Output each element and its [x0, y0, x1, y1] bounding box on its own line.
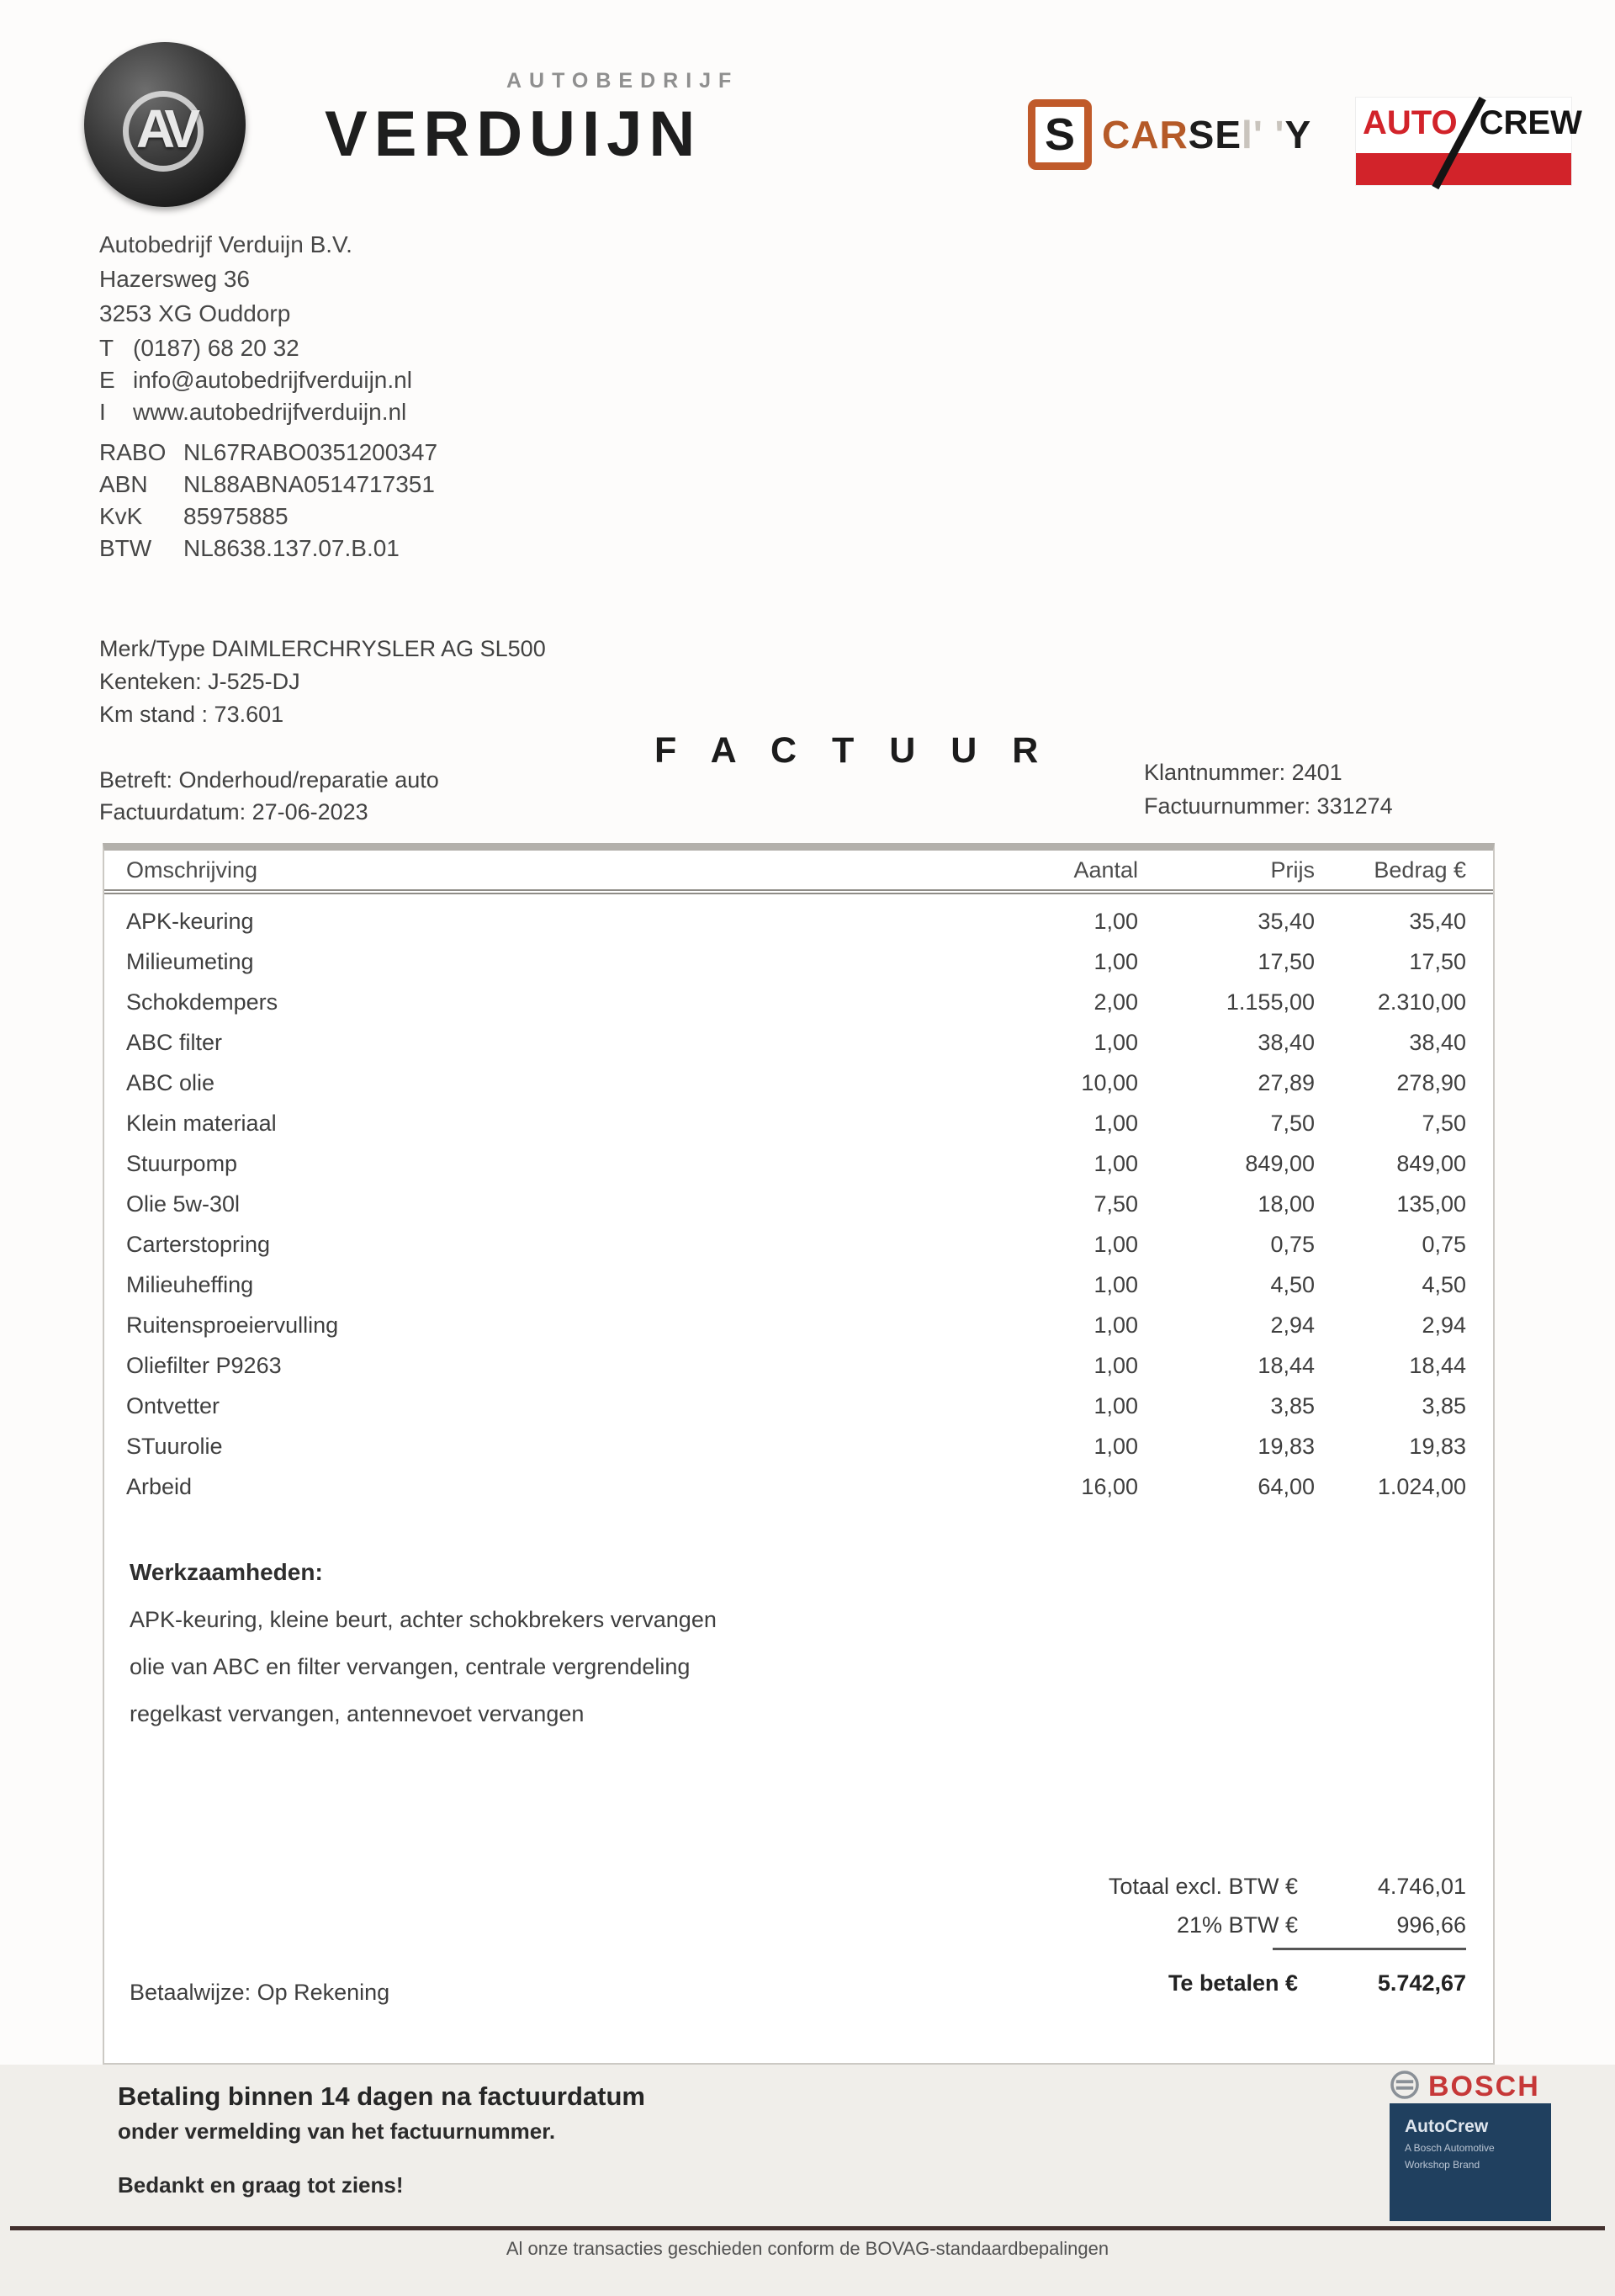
autocrew-crew: CREW [1479, 104, 1582, 141]
vehicle-merk-type: Merk/Type DAIMLERCHRYSLER AG SL500 [99, 636, 546, 661]
cell-bedrag: 278,90 [1396, 1069, 1466, 1095]
invoice-meta-right [1144, 756, 1393, 823]
cell-desc: Schokdempers [126, 989, 278, 1015]
table-header [104, 851, 1493, 894]
table-row [104, 1466, 1493, 1507]
cell-desc: Ontvetter [126, 1392, 220, 1418]
werkzaamheden-title: Werkzaamheden: [130, 1559, 323, 1585]
cell-prijs: 17,50 [1258, 948, 1315, 974]
cell-bedrag: 18,44 [1409, 1352, 1466, 1378]
carservice-logo [1028, 99, 1311, 170]
cell-desc: ABC filter [126, 1029, 223, 1055]
reg-btw [99, 535, 437, 567]
footer-separator [10, 2226, 1605, 2230]
cell-aantal: 16,00 [1081, 1473, 1138, 1499]
company-city: 3253 XG Ouddorp [99, 300, 291, 326]
cell-prijs: 4,50 [1270, 1271, 1315, 1297]
reg-label: KvK [99, 503, 143, 529]
cell-aantal: 1,00 [1093, 1271, 1138, 1297]
carservice-text-black: SE [1188, 113, 1242, 156]
company-address [99, 227, 352, 331]
reg-value: NL67RABO0351200347 [183, 439, 438, 465]
cell-desc: Olie 5w-30l [126, 1190, 241, 1217]
total-due-label: Te betalen € [1168, 1970, 1298, 1996]
carservice-text-faint: l' ' [1242, 113, 1285, 156]
cell-bedrag: 35,40 [1409, 908, 1466, 934]
cell-aantal: 1,00 [1093, 1352, 1138, 1378]
contact-label: I [99, 399, 106, 425]
cell-prijs: 7,50 [1270, 1110, 1315, 1136]
brand-tagline: AUTOBEDRIJF [506, 69, 739, 93]
col-aantal: Aantal [1073, 856, 1138, 883]
reg-value: NL88ABNA0514717351 [183, 471, 435, 497]
thanks-line: Bedankt en graag tot ziens! [118, 2172, 404, 2198]
cell-desc: Stuurpomp [126, 1150, 238, 1176]
carservice-text-end: Y [1284, 113, 1312, 156]
reg-label: RABO [99, 439, 167, 465]
carservice-wordmark [1102, 112, 1311, 157]
cell-prijs: 0,75 [1270, 1231, 1315, 1257]
cell-desc: Ruitensproeiervulling [126, 1312, 339, 1338]
reg-kvk [99, 503, 437, 535]
carservice-icon: S [1028, 99, 1092, 170]
cell-aantal: 1,00 [1093, 948, 1138, 974]
company-registrations [99, 439, 437, 567]
contact-value: info@autobedrijfverduijn.nl [133, 367, 412, 393]
reg-rabo [99, 439, 437, 471]
cell-desc: APK-keuring [126, 908, 254, 934]
total-excl-label: Totaal excl. BTW € [1108, 1873, 1298, 1899]
invoice-number: Factuurnummer: 331274 [1144, 793, 1393, 819]
totals-section [995, 1867, 1466, 2002]
table-row [104, 1184, 1493, 1224]
payment-method: Betaalwijze: Op Rekening [130, 1980, 390, 2005]
contact-website [99, 399, 412, 431]
invoice-betreft: Betreft: Onderhoud/reparatie auto [99, 767, 439, 793]
cell-aantal: 1,00 [1093, 1392, 1138, 1418]
table-body [104, 901, 1493, 1507]
autocrew-footer-badge [1390, 2103, 1551, 2221]
reg-value: NL8638.137.07.B.01 [183, 535, 400, 561]
page-title: F A C T U U R [654, 730, 1051, 771]
cell-bedrag: 2,94 [1422, 1312, 1466, 1338]
table-row [104, 1143, 1493, 1184]
autocrew-badge-sub2: Workshop Brand [1405, 2159, 1480, 2171]
cell-aantal: 10,00 [1081, 1069, 1138, 1095]
total-excl-row [995, 1867, 1466, 1906]
werkzaamheden-line: regelkast vervangen, antennevoet vervangen [130, 1701, 585, 1726]
werkzaamheden-line: APK-keuring, kleine beurt, achter schokbrekers vervangen [130, 1607, 717, 1632]
table-row [104, 1426, 1493, 1466]
table-row [104, 1305, 1493, 1345]
cell-bedrag: 849,00 [1396, 1150, 1466, 1176]
col-omschrijving: Omschrijving [126, 856, 258, 883]
cell-prijs: 849,00 [1245, 1150, 1315, 1176]
cell-prijs: 18,44 [1258, 1352, 1315, 1378]
cell-desc: Milieuheffing [126, 1271, 254, 1297]
cell-bedrag: 3,85 [1422, 1392, 1466, 1418]
brand-name: VERDUIJN [325, 98, 702, 170]
cell-prijs: 3,85 [1270, 1392, 1315, 1418]
cell-aantal: 1,00 [1093, 1029, 1138, 1055]
werkzaamheden-section [130, 1559, 717, 1727]
bosch-symbol-icon [1390, 2070, 1420, 2104]
bovag-note: Al onze transacties geschieden conform de BOVAG-standaardbepalingen [506, 2238, 1109, 2259]
contact-value: (0187) 68 20 32 [133, 335, 299, 361]
table-row [104, 1386, 1493, 1426]
cell-prijs: 38,40 [1258, 1029, 1315, 1055]
cell-desc: Klein materiaal [126, 1110, 277, 1136]
table-row [104, 1103, 1493, 1143]
cell-aantal: 1,00 [1093, 908, 1138, 934]
cell-desc: Oliefilter P9263 [126, 1352, 282, 1378]
cell-prijs: 19,83 [1258, 1433, 1315, 1459]
company-contacts [99, 335, 412, 431]
table-row [104, 1224, 1493, 1265]
vehicle-km-stand: Km stand : 73.601 [99, 702, 284, 727]
cell-bedrag: 19,83 [1409, 1433, 1466, 1459]
table-row [104, 901, 1493, 941]
col-prijs: Prijs [1270, 856, 1315, 883]
customer-number: Klantnummer: 2401 [1144, 760, 1342, 785]
table-row [104, 1022, 1493, 1063]
cell-desc: STuurolie [126, 1433, 223, 1459]
cell-desc: Carterstopring [126, 1231, 271, 1257]
cell-desc: Arbeid [126, 1473, 193, 1499]
reg-label: BTW [99, 535, 152, 561]
contact-label: E [99, 367, 115, 393]
cell-bedrag: 135,00 [1396, 1190, 1466, 1217]
autocrew-auto: AUTO [1363, 104, 1458, 141]
cell-bedrag: 2.310,00 [1377, 989, 1466, 1015]
total-excl-value: 4.746,01 [1377, 1873, 1466, 1899]
werkzaamheden-line: olie van ABC en filter vervangen, centrale vergrendeling [130, 1654, 691, 1679]
bosch-logo [1390, 2070, 1540, 2104]
line-items-table [103, 843, 1495, 2065]
totals-divider [1273, 1948, 1466, 1950]
autocrew-badge-title: AutoCrew [1405, 2117, 1489, 2136]
cell-prijs: 64,00 [1258, 1473, 1315, 1499]
cell-bedrag: 1.024,00 [1377, 1473, 1466, 1499]
vehicle-info [99, 633, 546, 731]
table-row [104, 1063, 1493, 1103]
col-bedrag: Bedrag € [1374, 856, 1466, 883]
cell-aantal: 1,00 [1093, 1150, 1138, 1176]
cell-bedrag: 4,50 [1422, 1271, 1466, 1297]
table-row [104, 941, 1493, 982]
av-monogram: AV [135, 98, 194, 159]
autocrew-red-bar [1356, 153, 1571, 185]
cell-aantal: 1,00 [1093, 1312, 1138, 1338]
cell-bedrag: 0,75 [1422, 1231, 1466, 1257]
bosch-wordmark: BOSCH [1428, 2071, 1540, 2102]
btw-value: 996,66 [1396, 1912, 1466, 1938]
contact-phone [99, 335, 412, 367]
contact-value: www.autobedrijfverduijn.nl [133, 399, 407, 425]
cell-prijs: 1.155,00 [1226, 989, 1315, 1015]
cell-bedrag: 38,40 [1409, 1029, 1466, 1055]
table-row [104, 982, 1493, 1022]
contact-label: T [99, 335, 114, 361]
verduijn-logo [84, 42, 246, 207]
table-row [104, 1345, 1493, 1386]
cell-bedrag: 7,50 [1422, 1110, 1466, 1136]
reg-abn [99, 471, 437, 503]
reg-value: 85975885 [183, 503, 289, 529]
payment-terms-line1: Betaling binnen 14 dagen na factuurdatum [118, 2081, 645, 2111]
company-name: Autobedrijf Verduijn B.V. [99, 231, 352, 257]
btw-label: 21% BTW € [1176, 1912, 1298, 1938]
btw-row [995, 1906, 1466, 1944]
cell-prijs: 2,94 [1270, 1312, 1315, 1338]
total-due-value: 5.742,67 [1377, 1970, 1466, 1996]
footer [0, 2065, 1615, 2296]
vehicle-kenteken: Kenteken: J-525-DJ [99, 669, 300, 694]
invoice-date: Factuurdatum: 27-06-2023 [99, 799, 368, 825]
cell-prijs: 18,00 [1258, 1190, 1315, 1217]
payment-terms-line2: onder vermelding van het factuurnummer. [118, 2118, 556, 2144]
autocrew-logo [1356, 98, 1582, 185]
cell-prijs: 27,89 [1258, 1069, 1315, 1095]
cell-bedrag: 17,50 [1409, 948, 1466, 974]
cell-desc: ABC olie [126, 1069, 215, 1095]
cell-aantal: 2,00 [1093, 989, 1138, 1015]
reg-label: ABN [99, 471, 148, 497]
invoice-meta-left [99, 764, 439, 828]
cell-aantal: 1,00 [1093, 1231, 1138, 1257]
company-street: Hazersweg 36 [99, 266, 250, 292]
cell-desc: Milieumeting [126, 948, 254, 974]
carservice-text-orange: CAR [1102, 113, 1189, 156]
cell-prijs: 35,40 [1258, 908, 1315, 934]
autocrew-badge-sub1: A Bosch Automotive [1405, 2142, 1495, 2154]
total-due-row [995, 1964, 1466, 2002]
cell-aantal: 1,00 [1093, 1110, 1138, 1136]
contact-email [99, 367, 412, 399]
table-row [104, 1265, 1493, 1305]
cell-aantal: 1,00 [1093, 1433, 1138, 1459]
cell-aantal: 7,50 [1093, 1190, 1138, 1217]
